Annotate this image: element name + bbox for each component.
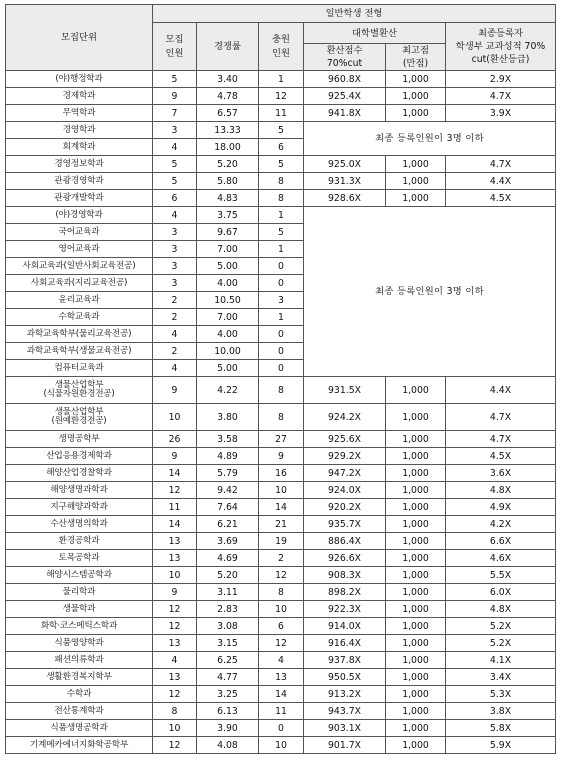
max-cell: 1,000 [386, 88, 446, 105]
dept-cell: 사회교육과(지리교육전공) [6, 275, 153, 292]
extra-cell: 10 [259, 601, 304, 618]
max-cell: 1,000 [386, 618, 446, 635]
extra-cell: 5 [259, 122, 304, 139]
grade-cell: 3.6X [446, 465, 556, 482]
max-cell: 1,000 [386, 533, 446, 550]
rate-cell: 4.89 [197, 448, 259, 465]
rate-cell: 9.42 [197, 482, 259, 499]
grade-cell: 3.4X [446, 669, 556, 686]
recruit-cell: 3 [153, 258, 197, 275]
dept-cell: 해양산업경찰학과 [6, 465, 153, 482]
header-univ-converted: 대학별환산 [304, 23, 446, 44]
rate-cell: 5.80 [197, 173, 259, 190]
extra-cell: 8 [259, 377, 304, 404]
dept-cell: 영어교육과 [6, 241, 153, 258]
rate-cell: 4.78 [197, 88, 259, 105]
recruit-cell: 4 [153, 207, 197, 224]
grade-cell: 4.2X [446, 516, 556, 533]
header-school-grade: 학생부 교과성적 70% [455, 41, 546, 52]
table-row [6, 533, 556, 550]
table-row [6, 465, 556, 482]
rate-cell: 5.20 [197, 156, 259, 173]
extra-cell: 8 [259, 190, 304, 207]
score-cell: 914.0X [304, 618, 386, 635]
extra-cell: 12 [259, 567, 304, 584]
extra-cell: 0 [259, 720, 304, 737]
table-row [6, 88, 556, 105]
extra-cell: 6 [259, 618, 304, 635]
grade-cell: 4.7X [446, 404, 556, 431]
max-cell: 1,000 [386, 448, 446, 465]
extra-cell: 8 [259, 404, 304, 431]
dept-cell: 기계메카에너지화학공학부 [6, 737, 153, 754]
dept-name-line2: (식물자원환경전공) [43, 389, 115, 399]
max-cell: 1,000 [386, 173, 446, 190]
table-row [6, 404, 556, 431]
table-row [6, 207, 556, 224]
score-cell: 928.6X [304, 190, 386, 207]
extra-cell: 12 [259, 635, 304, 652]
dept-cell: 토목공학과 [6, 550, 153, 567]
extra-cell: 27 [259, 431, 304, 448]
max-cell: 1,000 [386, 686, 446, 703]
recruit-cell: 2 [153, 343, 197, 360]
table-row [6, 618, 556, 635]
dept-cell [6, 404, 153, 431]
grade-cell: 2.9X [446, 71, 556, 88]
extra-cell: 8 [259, 584, 304, 601]
rate-cell: 4.69 [197, 550, 259, 567]
dept-name-line1: 생물산업학부 [54, 380, 104, 390]
recruit-cell: 7 [153, 105, 197, 122]
score-cell: 935.7X [304, 516, 386, 533]
extra-cell: 19 [259, 533, 304, 550]
max-cell: 1,000 [386, 652, 446, 669]
grade-cell: 4.8X [446, 601, 556, 618]
grade-cell: 4.7X [446, 156, 556, 173]
recruit-cell: 10 [153, 720, 197, 737]
rate-cell: 5.20 [197, 567, 259, 584]
extra-cell: 0 [259, 343, 304, 360]
dept-cell: 식품영양학과 [6, 635, 153, 652]
header-final-registrant-title: 최종등록자 [478, 28, 523, 39]
recruit-cell: 10 [153, 404, 197, 431]
recruit-cell: 9 [153, 448, 197, 465]
dept-cell: 해양시스템공학과 [6, 567, 153, 584]
extra-cell: 0 [259, 275, 304, 292]
rate-cell: 4.08 [197, 737, 259, 754]
recruit-cell: 3 [153, 122, 197, 139]
table-row [6, 377, 556, 404]
extra-cell: 10 [259, 737, 304, 754]
recruit-cell: 8 [153, 703, 197, 720]
header-max-score-label: 최고점 [402, 45, 429, 56]
recruit-cell: 12 [153, 686, 197, 703]
dept-name-line2: (원예환경전공) [51, 416, 107, 426]
rate-cell: 7.00 [197, 309, 259, 326]
recruit-cell: 4 [153, 360, 197, 377]
grade-cell: 4.7X [446, 431, 556, 448]
max-cell: 1,000 [386, 550, 446, 567]
dept-cell: 과학교육학부(생물교육전공) [6, 343, 153, 360]
extra-cell: 1 [259, 207, 304, 224]
grade-cell: 4.8X [446, 482, 556, 499]
rate-cell: 2.83 [197, 601, 259, 618]
recruit-cell: 4 [153, 139, 197, 156]
score-cell: 960.8X [304, 71, 386, 88]
header-extra-label: 충원 인원 [272, 33, 290, 59]
rate-cell: 4.22 [197, 377, 259, 404]
grade-cell: 4.5X [446, 190, 556, 207]
score-cell: 925.6X [304, 431, 386, 448]
rate-cell: 4.83 [197, 190, 259, 207]
rate-cell: 5.79 [197, 465, 259, 482]
extra-cell: 2 [259, 550, 304, 567]
header-recruit-label: 모집 인원 [165, 33, 184, 59]
dept-cell: 환경공학과 [6, 533, 153, 550]
score-cell: 886.4X [304, 533, 386, 550]
rate-cell: 4.77 [197, 669, 259, 686]
dept-name-line1: 생물산업학부 [54, 407, 104, 417]
admission-results-document [5, 4, 555, 754]
score-cell: 937.8X [304, 652, 386, 669]
extra-cell: 10 [259, 482, 304, 499]
max-cell: 1,000 [386, 105, 446, 122]
dept-cell: 경영학과 [6, 122, 153, 139]
recruit-cell: 3 [153, 275, 197, 292]
extra-cell: 11 [259, 703, 304, 720]
max-cell: 1,000 [386, 635, 446, 652]
extra-cell: 9 [259, 448, 304, 465]
rate-cell: 10.50 [197, 292, 259, 309]
table-row [6, 584, 556, 601]
recruit-cell: 14 [153, 516, 197, 533]
extra-cell: 1 [259, 309, 304, 326]
table-row [6, 431, 556, 448]
rate-cell: 18.00 [197, 139, 259, 156]
grade-cell: 5.8X [446, 720, 556, 737]
max-cell: 1,000 [386, 156, 446, 173]
score-cell: 943.7X [304, 703, 386, 720]
header-cut-70: 70%cut [326, 58, 363, 69]
extra-cell: 6 [259, 139, 304, 156]
rate-cell: 5.00 [197, 258, 259, 275]
extra-cell: 13 [259, 669, 304, 686]
recruit-cell: 12 [153, 601, 197, 618]
max-cell: 1,000 [386, 584, 446, 601]
dept-cell: 화학·코스메틱스학과 [6, 618, 153, 635]
extra-cell: 5 [259, 224, 304, 241]
recruit-cell: 13 [153, 669, 197, 686]
recruit-cell: 9 [153, 377, 197, 404]
score-cell: 898.2X [304, 584, 386, 601]
recruit-cell: 12 [153, 482, 197, 499]
dept-cell: 경제학과 [6, 88, 153, 105]
extra-cell: 21 [259, 516, 304, 533]
score-cell: 913.2X [304, 686, 386, 703]
score-cell: 926.6X [304, 550, 386, 567]
note-small-registrants: 최종 등록인원이 3명 이하 [304, 122, 556, 156]
rate-cell: 10.00 [197, 343, 259, 360]
grade-cell: 3.9X [446, 105, 556, 122]
table-row [6, 601, 556, 618]
recruit-cell: 2 [153, 309, 197, 326]
recruit-cell: 12 [153, 618, 197, 635]
rate-cell: 3.75 [197, 207, 259, 224]
rate-cell: 3.08 [197, 618, 259, 635]
recruit-cell: 5 [153, 156, 197, 173]
extra-cell: 4 [259, 652, 304, 669]
extra-cell: 5 [259, 156, 304, 173]
rate-cell: 7.00 [197, 241, 259, 258]
table-row [6, 669, 556, 686]
recruit-cell: 4 [153, 326, 197, 343]
admission-results-table [5, 4, 556, 754]
max-cell: 1,000 [386, 737, 446, 754]
recruit-cell: 5 [153, 173, 197, 190]
rate-cell: 4.00 [197, 275, 259, 292]
table-row [6, 71, 556, 88]
dept-cell: 관광개발학과 [6, 190, 153, 207]
score-cell: 931.5X [304, 377, 386, 404]
rate-cell: 3.11 [197, 584, 259, 601]
grade-cell: 5.5X [446, 567, 556, 584]
rate-cell: 3.15 [197, 635, 259, 652]
rate-cell: 5.00 [197, 360, 259, 377]
max-cell: 1,000 [386, 465, 446, 482]
extra-cell: 11 [259, 105, 304, 122]
dept-cell: 관광경영학과 [6, 173, 153, 190]
table-row [6, 567, 556, 584]
max-cell: 1,000 [386, 567, 446, 584]
table-row [6, 635, 556, 652]
dept-cell: 패션의류학과 [6, 652, 153, 669]
table-row [6, 703, 556, 720]
grade-cell: 5.2X [446, 618, 556, 635]
recruit-cell: 11 [153, 499, 197, 516]
rate-cell: 3.69 [197, 533, 259, 550]
score-cell: 924.0X [304, 482, 386, 499]
grade-cell: 5.9X [446, 737, 556, 754]
score-cell: 916.4X [304, 635, 386, 652]
max-cell: 1,000 [386, 703, 446, 720]
recruit-cell: 26 [153, 431, 197, 448]
recruit-cell: 3 [153, 224, 197, 241]
score-cell: 950.5X [304, 669, 386, 686]
recruit-cell: 6 [153, 190, 197, 207]
dept-cell: 식품생명공학과 [6, 720, 153, 737]
rate-cell: 6.21 [197, 516, 259, 533]
score-cell: 929.2X [304, 448, 386, 465]
table-row [6, 173, 556, 190]
grade-cell: 4.4X [446, 173, 556, 190]
extra-cell: 8 [259, 173, 304, 190]
dept-cell: 물리학과 [6, 584, 153, 601]
header-max-score [386, 44, 446, 71]
header-competition: 경쟁률 [197, 23, 259, 71]
extra-cell: 12 [259, 88, 304, 105]
dept-cell [6, 377, 153, 404]
dept-cell: 과학교육학부(물리교육전공) [6, 326, 153, 343]
dept-cell: 생물학과 [6, 601, 153, 618]
score-cell: 925.4X [304, 88, 386, 105]
dept-cell: 수학교육과 [6, 309, 153, 326]
score-cell: 947.2X [304, 465, 386, 482]
recruit-cell: 9 [153, 88, 197, 105]
extra-cell: 1 [259, 71, 304, 88]
dept-cell: 컴퓨터교육과 [6, 360, 153, 377]
score-cell: 922.3X [304, 601, 386, 618]
max-cell: 1,000 [386, 499, 446, 516]
recruit-cell: 5 [153, 71, 197, 88]
score-cell: 908.3X [304, 567, 386, 584]
score-cell: 931.3X [304, 173, 386, 190]
table-row [6, 550, 556, 567]
max-cell: 1,000 [386, 431, 446, 448]
header-general: 일반학생 전형 [153, 5, 556, 23]
max-cell: 1,000 [386, 482, 446, 499]
max-cell: 1,000 [386, 720, 446, 737]
dept-cell: 전산통계학과 [6, 703, 153, 720]
grade-cell: 4.9X [446, 499, 556, 516]
grade-cell: 4.5X [446, 448, 556, 465]
dept-cell: 사회교육과(일반사회교육전공) [6, 258, 153, 275]
score-cell: 925.0X [304, 156, 386, 173]
table-row [6, 737, 556, 754]
table-row [6, 448, 556, 465]
score-cell: 903.1X [304, 720, 386, 737]
header-recruit [153, 23, 197, 71]
extra-cell: 0 [259, 360, 304, 377]
score-cell: 924.2X [304, 404, 386, 431]
table-row [6, 686, 556, 703]
recruit-cell: 3 [153, 241, 197, 258]
dept-cell: 지구해양과학과 [6, 499, 153, 516]
grade-cell: 5.3X [446, 686, 556, 703]
rate-cell: 6.57 [197, 105, 259, 122]
score-cell: 941.8X [304, 105, 386, 122]
extra-cell: 14 [259, 686, 304, 703]
recruit-cell: 4 [153, 652, 197, 669]
extra-cell: 16 [259, 465, 304, 482]
dept-cell: (야)행정학과 [6, 71, 153, 88]
dept-cell: 회계학과 [6, 139, 153, 156]
dept-cell: 생명공학부 [6, 431, 153, 448]
recruit-cell: 13 [153, 533, 197, 550]
dept-cell: 국어교육과 [6, 224, 153, 241]
table-row [6, 499, 556, 516]
note-small-registrants-2: 최종 등록인원이 3명 이하 [304, 207, 556, 377]
rate-cell: 3.25 [197, 686, 259, 703]
table-row [6, 516, 556, 533]
score-cell: 901.7X [304, 737, 386, 754]
rate-cell: 3.40 [197, 71, 259, 88]
header-final-registrant [446, 23, 556, 71]
rate-cell: 7.64 [197, 499, 259, 516]
header-full-mark: (만점) [402, 58, 429, 69]
rate-cell: 9.67 [197, 224, 259, 241]
recruit-cell: 14 [153, 465, 197, 482]
table-row [6, 190, 556, 207]
extra-cell: 1 [259, 241, 304, 258]
dept-cell: 산업응용경제학과 [6, 448, 153, 465]
recruit-cell: 13 [153, 550, 197, 567]
header-converted-score [304, 44, 386, 71]
extra-cell: 0 [259, 326, 304, 343]
rate-cell: 3.58 [197, 431, 259, 448]
table-row [6, 122, 556, 139]
max-cell: 1,000 [386, 190, 446, 207]
dept-cell: 수산생명의학과 [6, 516, 153, 533]
max-cell: 1,000 [386, 669, 446, 686]
grade-cell: 5.2X [446, 635, 556, 652]
grade-cell: 6.6X [446, 533, 556, 550]
grade-cell: 3.8X [446, 703, 556, 720]
table-row [6, 156, 556, 173]
grade-cell: 4.1X [446, 652, 556, 669]
max-cell: 1,000 [386, 377, 446, 404]
rate-cell: 13.33 [197, 122, 259, 139]
table-row [6, 482, 556, 499]
dept-cell: 윤리교육과 [6, 292, 153, 309]
recruit-cell: 10 [153, 567, 197, 584]
grade-cell: 4.7X [446, 88, 556, 105]
rate-cell: 6.25 [197, 652, 259, 669]
header-cut-grade: cut(환산등급) [471, 54, 530, 65]
grade-cell: 4.6X [446, 550, 556, 567]
extra-cell: 3 [259, 292, 304, 309]
table-row [6, 720, 556, 737]
rate-cell: 3.80 [197, 404, 259, 431]
max-cell: 1,000 [386, 404, 446, 431]
header-row-1 [6, 5, 556, 23]
table-row [6, 652, 556, 669]
extra-cell: 14 [259, 499, 304, 516]
recruit-cell: 2 [153, 292, 197, 309]
recruit-cell: 12 [153, 737, 197, 754]
extra-cell: 0 [259, 258, 304, 275]
rate-cell: 6.13 [197, 703, 259, 720]
recruit-cell: 13 [153, 635, 197, 652]
dept-cell: 해양생명과학과 [6, 482, 153, 499]
header-extra [259, 23, 304, 71]
dept-cell: 무역학과 [6, 105, 153, 122]
dept-cell: 수학과 [6, 686, 153, 703]
recruit-cell: 9 [153, 584, 197, 601]
dept-cell: 생활환경복지학부 [6, 669, 153, 686]
header-unit: 모집단위 [6, 5, 153, 71]
table-row [6, 105, 556, 122]
grade-cell: 6.0X [446, 584, 556, 601]
dept-cell: (야)경영학과 [6, 207, 153, 224]
score-cell: 920.2X [304, 499, 386, 516]
max-cell: 1,000 [386, 516, 446, 533]
dept-cell: 경영정보학과 [6, 156, 153, 173]
max-cell: 1,000 [386, 601, 446, 618]
rate-cell: 4.00 [197, 326, 259, 343]
max-cell: 1,000 [386, 71, 446, 88]
header-converted-score-label: 환산점수 [326, 45, 363, 56]
grade-cell: 4.4X [446, 377, 556, 404]
rate-cell: 3.90 [197, 720, 259, 737]
